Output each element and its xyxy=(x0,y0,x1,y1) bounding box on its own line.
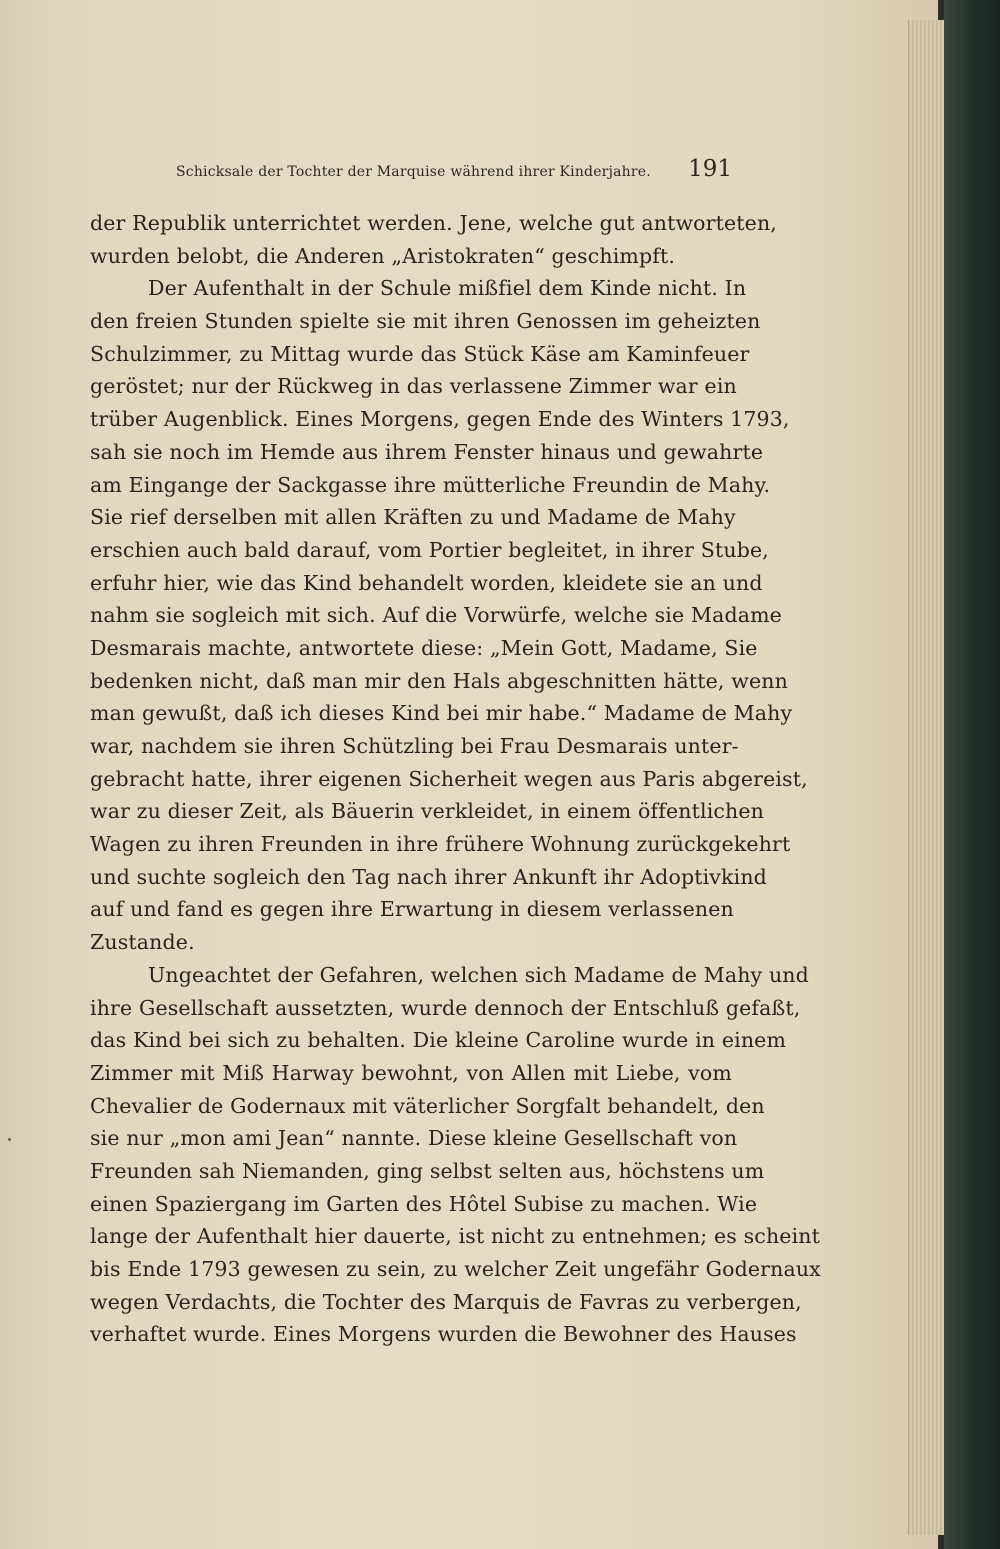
text-line: wegen Verdachts, die Tochter des Marquis de Favras zu verbergen, xyxy=(90,1289,802,1314)
text-line: bedenken nicht, daß man mir den Hals abgeschnitten hätte, wenn xyxy=(90,668,788,693)
text-line: Zustande. xyxy=(90,930,195,955)
text-line: Chevalier de Godernaux mit väterlicher Sorgfalt behandelt, den xyxy=(90,1093,765,1118)
text-line: trüber Augenblick. Eines Morgens, gegen Ende des Winters 1793, xyxy=(90,407,790,432)
text-line: wurden belobt, die Anderen „Aristokraten“ geschimpft. xyxy=(90,243,676,268)
text-line: Wagen zu ihren Freunden in ihre frühere Wohnung zurückgekehrt xyxy=(90,832,791,857)
text-line: verhaftet wurde. Eines Morgens wurden die Bewohner des Hauses xyxy=(90,1322,797,1347)
margin-speck xyxy=(8,1138,11,1141)
body-text xyxy=(90,207,821,1351)
text-line: den freien Stunden spielte sie mit ihren Genossen im geheizten xyxy=(90,309,761,334)
text-line: am Eingange der Sackgasse ihre mütterliche Freundin de Mahy. xyxy=(90,472,771,497)
text-line: das Kind bei sich zu behalten. Die kleine Caroline wurde in einem xyxy=(90,1028,787,1053)
text-line: auf und fand es gegen ihre Erwartung in diesem verlassenen xyxy=(90,897,734,922)
text-line: Der Aufenthalt in der Schule mißfiel dem Kinde nicht. In xyxy=(148,276,747,301)
text-line: erfuhr hier, wie das Kind behandelt worden, kleidete sie an und xyxy=(90,570,763,595)
text-line: Ungeachtet der Gefahren, welchen sich Madame de Mahy und xyxy=(148,962,809,987)
text-line: war, nachdem sie ihren Schützling bei Frau Desmarais unter- xyxy=(90,734,739,758)
text-line: lange der Aufenthalt hier dauerte, ist nicht zu entnehmen; es scheint xyxy=(90,1224,821,1249)
text-line: erschien auch bald darauf, vom Portier begleitet, in ihrer Stube, xyxy=(90,537,769,562)
text-line: bis Ende 1793 gewesen zu sein, zu welcher Zeit ungefähr Godernaux xyxy=(90,1257,821,1281)
text-line: Schulzimmer, zu Mittag wurde das Stück Käse am Kaminfeuer xyxy=(90,341,750,366)
text-line: Freunden sah Niemanden, ging selbst selten aus, höchstens um xyxy=(90,1158,765,1183)
text-line: gebracht hatte, ihrer eigenen Sicherheit wegen aus Paris abgereist, xyxy=(90,766,808,791)
page-edges xyxy=(908,20,945,1535)
text-line: einen Spaziergang im Garten des Hôtel Subise zu machen. Wie xyxy=(90,1191,758,1216)
text-line: war zu dieser Zeit, als Bäuerin verkleidet, in einem öffentlichen xyxy=(90,799,765,824)
text-line: man gewußt, daß ich dieses Kind bei mir habe.“ Madame de Mahy xyxy=(90,701,793,726)
text-line: Desmarais machte, antwortete diese: „Mein Gott, Madame, Sie xyxy=(90,635,758,660)
running-head: Schicksale der Tochter der Marquise während ihrer Kinderjahre. xyxy=(176,164,651,180)
text-line: und suchte sogleich den Tag nach ihrer Ankunft ihr Adoptivkind xyxy=(90,864,767,889)
text-line: Sie rief derselben mit allen Kräften zu und Madame de Mahy xyxy=(90,505,736,530)
book-cover-edge xyxy=(944,0,1000,1549)
page-header xyxy=(176,156,732,190)
text-line: sie nur „mon ami Jean“ nannte. Diese kleine Gesellschaft von xyxy=(90,1126,738,1151)
text-line: ihre Gesellschaft aussetzten, wurde dennoch der Entschluß gefaßt, xyxy=(90,995,801,1020)
text-line: geröstet; nur der Rückweg in das verlassene Zimmer war ein xyxy=(90,374,737,399)
text-line: Zimmer mit Miß Harway bewohnt, von Allen mit Liebe, vom xyxy=(90,1060,732,1085)
text-line: der Republik unterrichtet werden. Jene, welche gut antworteten, xyxy=(90,211,777,235)
text-line: nahm sie sogleich mit sich. Auf die Vorwürfe, welche sie Madame xyxy=(90,603,782,628)
text-line: sah sie noch im Hemde aus ihrem Fenster hinaus und gewahrte xyxy=(90,439,764,464)
page-number: 191 xyxy=(688,156,732,182)
